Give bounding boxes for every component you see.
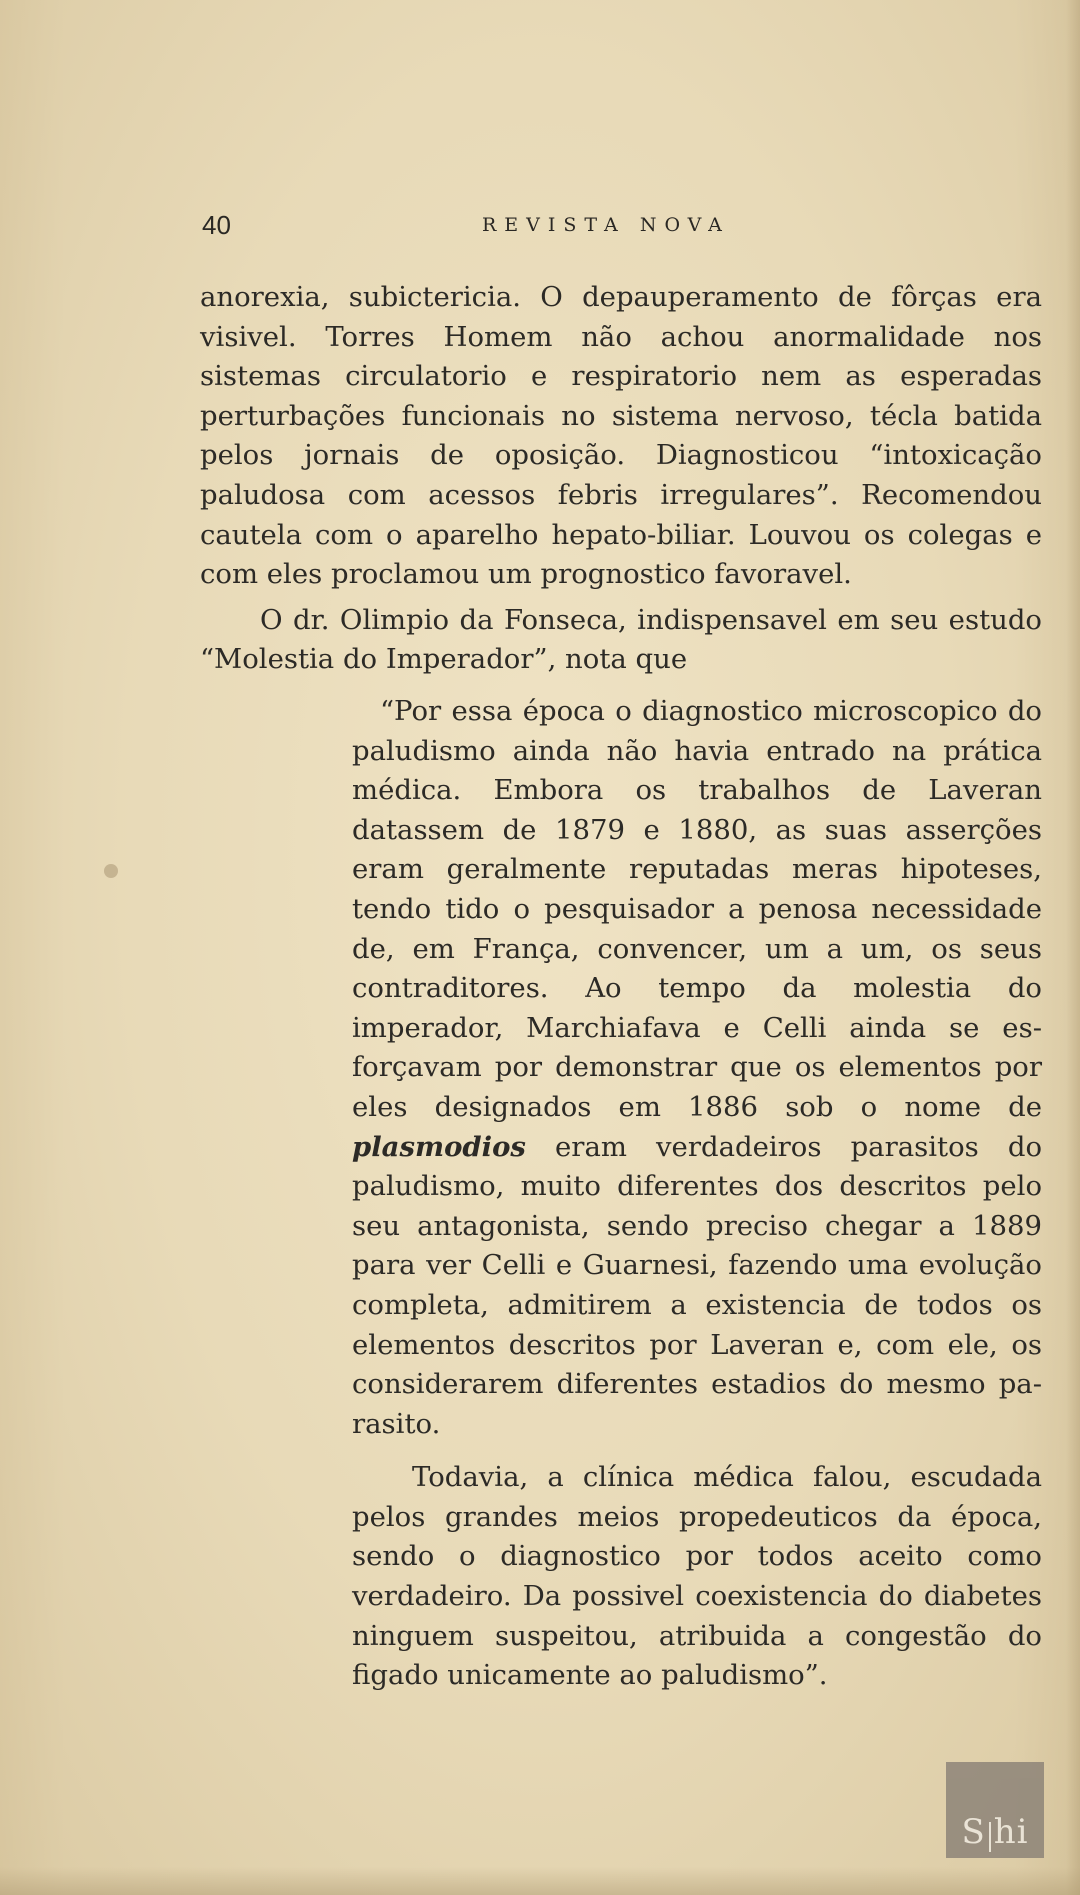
body-text — [200, 278, 1042, 680]
running-head: REVISTA NOVA — [482, 214, 730, 236]
page-edge-shadow-right — [1066, 0, 1080, 1895]
page-header — [202, 210, 1042, 250]
page-number: 40 — [202, 210, 231, 240]
body-paragraph-1: anorexia, subictericia. O depauperamento de fôrças era visivel. Torres Homem não achou anormalidade nos sistemas circulatorio e respiratorio nem as esperadas perturbações funcionais no sistema nervoso, técla batida pelos jornais de oposição. Diagnosticou “intoxicação paludosa com acessos febris irregulares”. Recomendou cautela com o aparelho hepato-biliar. Louvou os colegas e com eles proclamou um prognostico favoravel. — [200, 281, 1042, 591]
quote-paragraph-2: Todavia, a clínica médica falou, escudada pelos grandes meios propedeuticos da época, sendo o diagnostico por todos aceito como verdadeiro. Da possivel coexistencia do diabetes ninguem suspeitou, atribuida a congestão do figado unicamente ao paludismo”. — [352, 1461, 1042, 1692]
quote-paragraph-1 — [352, 692, 1042, 1444]
block-quote — [352, 692, 1042, 1696]
logo-letters-right: hi — [993, 1812, 1029, 1852]
italic-term: plasmodios — [352, 1130, 526, 1163]
page-edge-shadow-bottom — [0, 1867, 1080, 1895]
paper-stain — [104, 864, 118, 878]
quote-text-after-term: eram verdadeiros parasitos do paludismo, muito diferentes dos descritos pelo seu antagonista, sendo preciso chegar a 1889 para ver Celli e Guarnesi, fazendo uma evolução completa, admitirem a existencia de todos os elementos descritos por Laveran e, com ele, os considerarem diferentes estadios do mesmo parasito. — [352, 1130, 1042, 1440]
logo-bar — [989, 1822, 991, 1852]
logo-letter-left: S — [961, 1812, 986, 1852]
library-watermark-logo — [946, 1762, 1044, 1858]
body-paragraph-2: O dr. Olimpio da Fonseca, indispensavel em seu estudo “Molestia do Imperador”, nota que — [200, 603, 1042, 676]
quote-text-before-term: “Por essa época o diagnostico microscopico do paludismo ainda não havia entrado na prática médica. Embora os trabalhos de Laveran datassem de 1879 e 1880, as suas asserções eram geralmente reputadas meras hipoteses, tendo tido o pesquisador a penosa necessidade de, em França, convencer, um a um, os seus contraditores. Ao tempo da molestia do imperador, Marchiafava e Celli ainda se esforçavam por demonstrar que os elementos por eles designados em 1886 sob o nome de — [352, 695, 1042, 1123]
